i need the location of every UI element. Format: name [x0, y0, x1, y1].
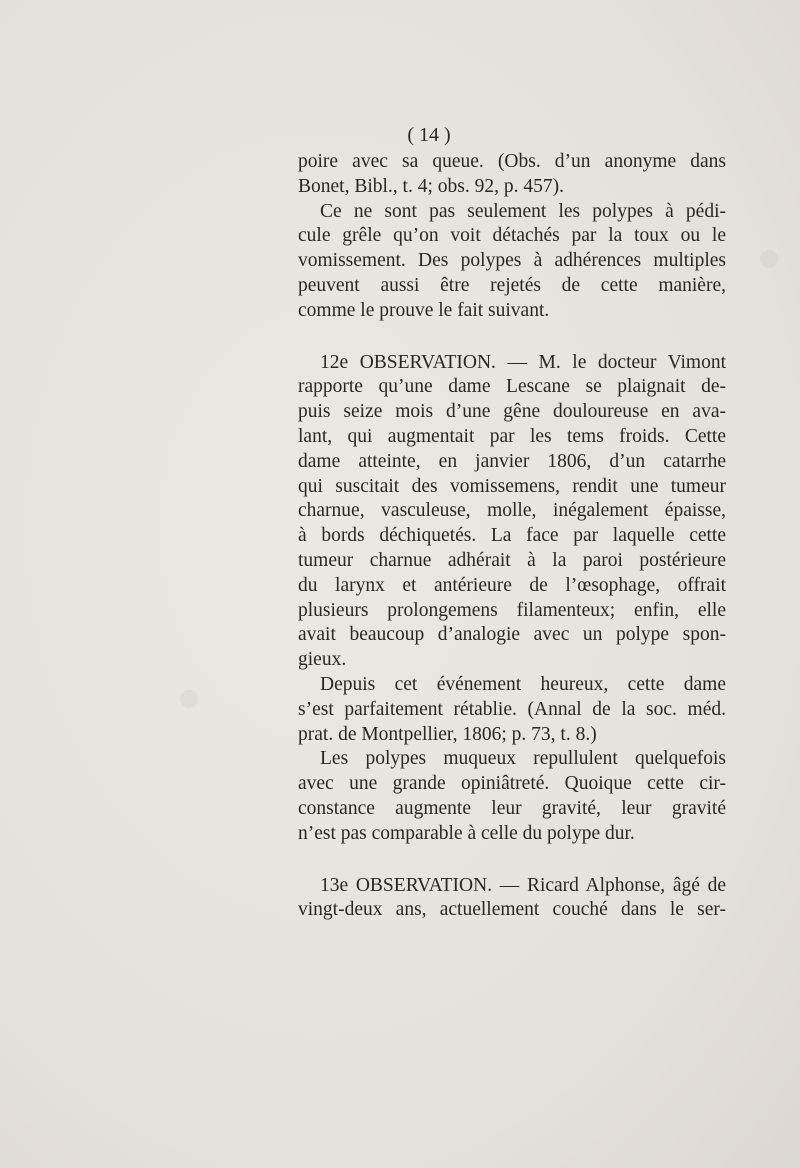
text-line: à bords déchiquetés. La face par laquelle cette	[298, 525, 726, 547]
text-line: charnue, vasculeuse, molle, inégalement épaisse,	[298, 500, 726, 522]
observation-heading-12: 12e OBSERVATION. — M. le docteur Vimont	[320, 351, 726, 373]
text-line: plusieurs prolongemens filamenteux; enfin, elle	[298, 599, 726, 621]
page-text	[298, 120, 726, 923]
text-line: dame atteinte, en janvier 1806, d’un catarrhe	[298, 450, 726, 472]
text-line: avec une grande opiniâtreté. Quoique cette cir-	[298, 773, 726, 795]
text-line: gieux.	[298, 649, 347, 671]
text-line: vomissement. Des polypes à adhérences multiples	[298, 250, 726, 272]
text-line: vingt-deux ans, actuellement couché dans le ser-	[298, 899, 726, 921]
paragraph-gap	[298, 324, 726, 351]
text-line: rapporte qu’une dame Lescane se plaignait de-	[298, 376, 726, 398]
text-line: Ce ne sont pas seulement les polypes à pédi-	[320, 200, 726, 222]
text-line: qui suscitait des vomissemens, rendit une tumeur	[298, 475, 726, 497]
page-number: ( 14 )	[407, 124, 451, 146]
text-line: peuvent aussi être rejetés de cette manière,	[298, 274, 726, 296]
text-line: prat. de Montpellier, 1806; p. 73, t. 8.)	[298, 723, 597, 745]
text-line: Les polypes muqueux repullulent quelquefois	[320, 748, 726, 770]
text-line: cule grêle qu’on voit détachés par la toux ou le	[298, 225, 726, 247]
text-line: Depuis cet événement heureux, cette dame	[320, 673, 726, 695]
paragraph-gap	[298, 847, 726, 874]
text-line: s’est parfaitement rétablie. (Annal de la soc. méd.	[298, 698, 726, 720]
text-line: comme le prouve le fait suivant.	[298, 299, 550, 321]
text-line: Bonet, Bibl., t. 4; obs. 92, p. 457).	[298, 175, 564, 197]
text-line: n’est pas comparable à celle du polype dur.	[298, 822, 635, 844]
text-line: puis seize mois d’une gêne douloureuse en ava-	[298, 401, 726, 423]
text-line: poire avec sa queue. (Obs. d’un anonyme dans	[298, 151, 726, 172]
paper-stain	[180, 690, 198, 708]
text-line: lant, qui augmentait par les tems froids. Cette	[298, 425, 726, 447]
text-line: constance augmente leur gravité, leur gravité	[298, 797, 726, 819]
text-line: tumeur charnue adhérait à la paroi postérieure	[298, 549, 726, 571]
paper-stain	[760, 250, 778, 268]
text-line: du larynx et antérieure de l’œsophage, offrait	[298, 574, 726, 596]
observation-heading-13: 13e OBSERVATION. — Ricard Alphonse, âgé de	[320, 874, 726, 896]
text-line: avait beaucoup d’analogie avec un polype spon-	[298, 624, 726, 646]
